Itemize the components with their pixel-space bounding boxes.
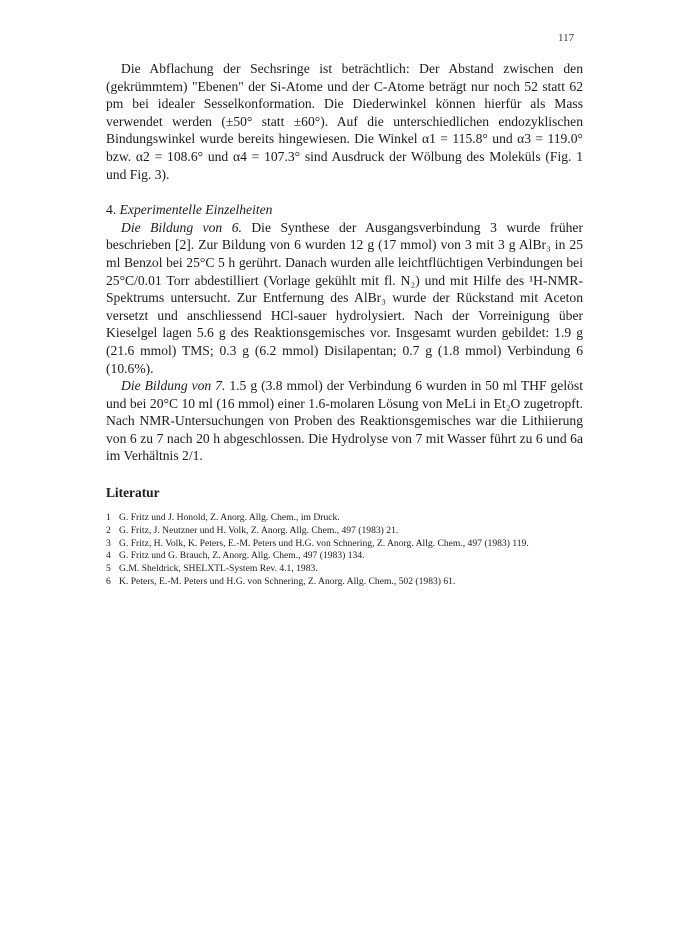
reference-item xyxy=(106,563,583,576)
reference-text: G. Fritz, H. Volk, K. Peters, E.-M. Peters und H.G. von Schnering, Z. Anorg. Allg. Chem., 497 (1983) 119. xyxy=(119,537,529,549)
page-number: 117 xyxy=(558,32,575,44)
subheading-formation-7: Die Bildung von 7. xyxy=(121,378,226,394)
section-number: 4. xyxy=(106,202,117,218)
reference-list xyxy=(106,512,583,589)
reference-number: 3 xyxy=(106,537,111,549)
reference-item xyxy=(106,538,583,551)
section-title: Experimentelle Einzelheiten xyxy=(119,202,273,218)
reference-number: 4 xyxy=(106,550,111,562)
reference-item xyxy=(106,576,583,589)
reference-text: K. Peters, E.-M. Peters und H.G. von Schnering, Z. Anorg. Allg. Chem., 502 (1983) 61. xyxy=(119,576,456,588)
paragraph-formation-7-text: 1.5 g (3.8 mmol) der Verbindung 6 wurden in 50 ml THF gelöst und bei 20°C 10 ml (16 mmol) einer 1.6-molaren Lösung von MeLi in Et₂O zugetropft. Nach NMR-Untersuchungen von Proben des Reaktionsgemisches war die Lithiierung von 6 zu 7 nach 20 h abgeschlossen. Die Hydrolyse von 7 mit Wasser führt zu 6 und 6a im Verhältnis 2/1. xyxy=(106,378,583,464)
reference-number: 6 xyxy=(106,576,111,588)
section-heading xyxy=(106,201,583,219)
paragraph-formation-6 xyxy=(106,219,583,377)
reference-number: 5 xyxy=(106,563,111,575)
reference-text: G. Fritz und J. Honold, Z. Anorg. Allg. Chem., im Druck. xyxy=(119,512,340,524)
paragraph-formation-6-text: Die Synthese der Ausgangsverbindung 3 wurde früher beschrieben [2]. Zur Bildung von 6 wurden 12 g (17 mmol) von 3 mit 3 g AlBr₃ in 25 ml Benzol bei 25°C 5 h gerührt. Danach wurden alle leichtflüchtigen Verbindungen bei 25°C/0.01 Torr abdestilliert (Vorlage gekühlt mit fl. N₂) und mit Hilfe des ¹H-NMR-Spektrums untersucht. Zur Entfernung des AlBr₃ wurde der Rückstand mit Aceton versetzt und anschliessend HCl-sauer hydrolysiert. Nach der Vorreinigung über Kieselgel lagen 5.6 g des Reaktionsgemisches vor. Insgesamt wurden gebildet: 1.9 g (21.6 mmol) TMS; 0.3 g (6.2 mmol) Disilapentan; 0.7 g (1.8 mmol) Verbindung 6 (10.6%). xyxy=(106,219,583,376)
reference-text: G. Fritz und G. Brauch, Z. Anorg. Allg. Chem., 497 (1983) 134. xyxy=(119,550,365,562)
literatur-heading: Literatur xyxy=(106,485,160,501)
reference-text: G. Fritz, J. Neutzner und H. Volk, Z. Anorg. Allg. Chem., 497 (1983) 21. xyxy=(119,524,399,536)
reference-item xyxy=(106,512,583,525)
reference-text: G.M. Sheldrick, SHELXTL-System Rev. 4.1, 1983. xyxy=(119,563,318,575)
paragraph-formation-7 xyxy=(106,377,583,465)
paragraph-flattening: Die Abflachung der Sechsringe ist beträchtlich: Der Abstand zwischen den (gekrümmtem) "Ebenen" der Si-Atome und der C-Atome beträgt nur noch 52 statt 62 pm bei idealer Sesselkonformation. Die Diederwinkel können hierfür als Mass verwendet werden (±50° statt ±60°). Auf die unterschiedlichen endozyklischen Bindungswinkel wurde bereits hingewiesen. Die Winkel α1 = 115.8° und α3 = 119.0° bzw. α2 = 108.6° und α4 = 107.3° sind Ausdruck der Wölbung des Moleküls (Fig. 1 und Fig. 3). xyxy=(106,61,583,182)
article-body xyxy=(106,60,583,589)
reference-item xyxy=(106,550,583,563)
subheading-formation-6: Die Bildung von 6. xyxy=(121,219,242,235)
reference-item xyxy=(106,525,583,538)
reference-number: 1 xyxy=(106,512,111,524)
reference-number: 2 xyxy=(106,524,111,536)
